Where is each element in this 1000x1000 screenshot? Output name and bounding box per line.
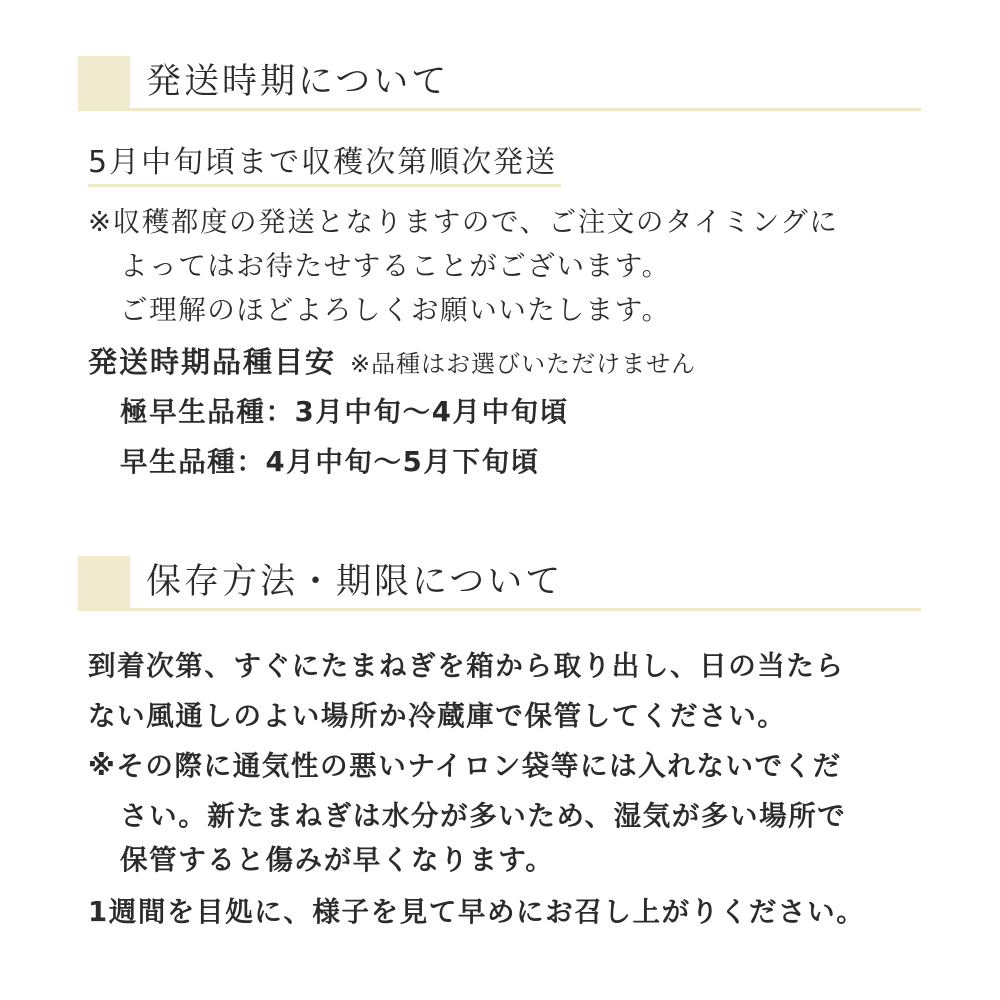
- variety-guide-label: 発送時期品種目安: [88, 345, 337, 379]
- storage-section-header: [78, 556, 921, 611]
- variety-item: 早生品種：4月中旬〜5月下旬頃: [120, 446, 540, 478]
- shipping-heading: 発送時期について: [146, 62, 450, 102]
- shipping-schedule-title: 5月中旬頃まで収穫次第順次発送: [88, 142, 561, 187]
- storage-text-line: ない風通しのよい場所か冷蔵庫で保管してください。: [88, 700, 787, 732]
- storage-text-line: ※その際に通気性の悪いナイロン袋等には入れないでくだ: [88, 750, 842, 782]
- storage-text-line: 到着次第、すぐにたまねぎを箱から取り出し、日の当たら: [88, 650, 845, 682]
- shipping-note-line: よってはお待たせすることがございます。: [120, 250, 671, 282]
- shipping-section-header: [78, 56, 921, 111]
- section-accent-block: [78, 56, 130, 108]
- storage-heading: 保存方法・期限について: [146, 562, 564, 602]
- storage-text-line: さい。新たまねぎは水分が多いため、湿気が多い場所で: [120, 800, 847, 832]
- variety-guide-note: ※品種はお選びいただけません: [350, 350, 697, 378]
- storage-text-line: 保管すると傷みが早くなります。: [120, 844, 555, 876]
- shipping-note-line: ※収穫都度の発送となりますので、ご注文のタイミングに: [88, 206, 839, 238]
- shipping-note-line: ご理解のほどよろしくお願いいたします。: [120, 294, 671, 326]
- storage-text-line: 1週間を目処に、様子を見て早めにお召し上がりください。: [88, 896, 866, 928]
- section-accent-block: [78, 556, 130, 608]
- variety-item: 極早生品種：3月中旬〜4月中旬頃: [120, 396, 569, 428]
- variety-guide-row: [88, 342, 696, 384]
